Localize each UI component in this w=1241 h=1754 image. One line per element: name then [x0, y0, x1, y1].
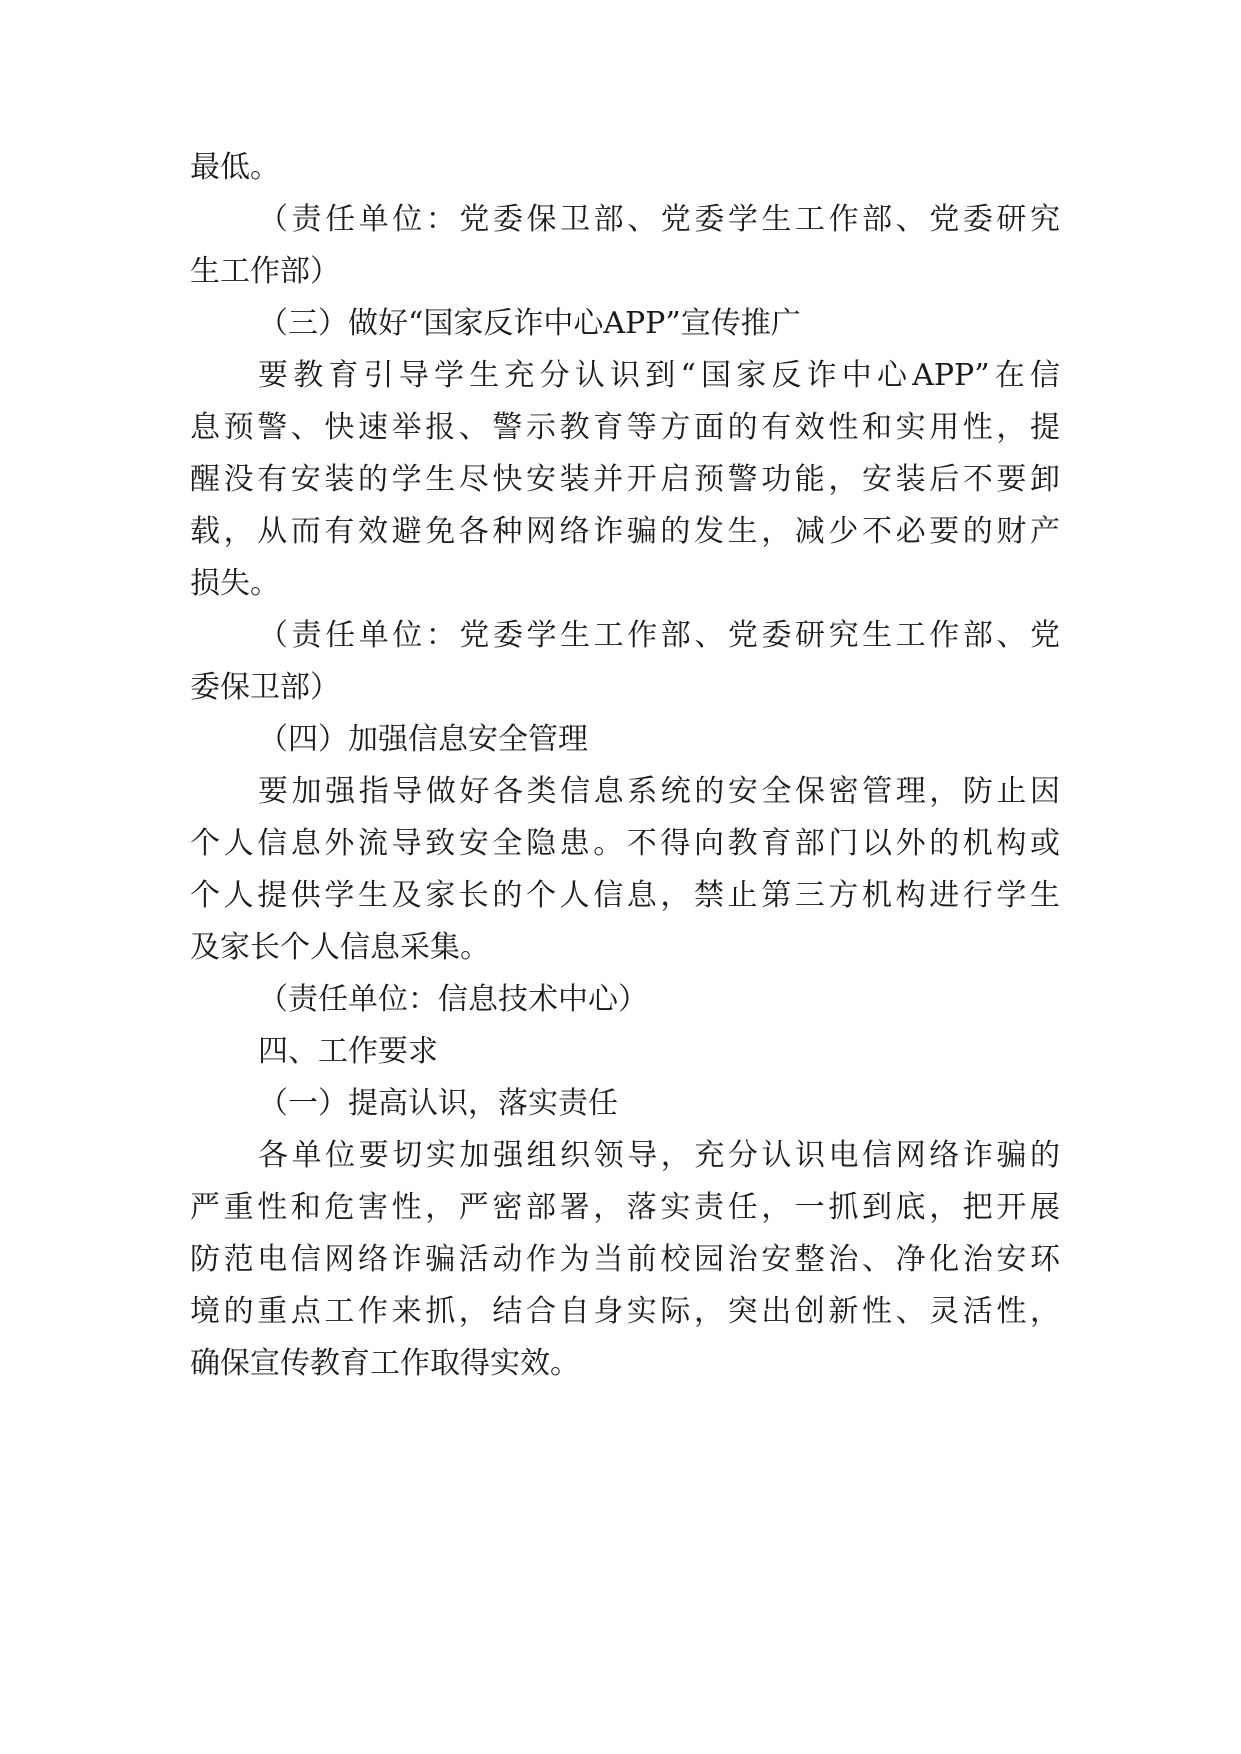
section-heading: （三）做好“国家反诈中心APP”宣传推广	[258, 306, 801, 341]
text-line: 要教育引导学生充分认识到“国家反诈中心APP”在信	[258, 358, 1060, 393]
text-line: （责任单位：信息技术中心）	[258, 982, 648, 1017]
text-line: 最低。	[190, 150, 280, 185]
text-line: 个人信息外流导致安全隐患。不得向教育部门以外的机构或	[190, 826, 1060, 861]
text-line: 及家长个人信息采集。	[190, 930, 490, 965]
text-line: （责任单位：党委学生工作部、党委研究生工作部、党	[258, 618, 1060, 653]
section-heading: 四、工作要求	[258, 1034, 438, 1069]
text-line: 境的重点工作来抓，结合自身实际，突出创新性、灵活性，	[190, 1294, 1060, 1329]
text-line: 各单位要切实加强组织领导，充分认识电信网络诈骗的	[258, 1138, 1060, 1173]
text-line: 严重性和危害性，严密部署，落实责任，一抓到底，把开展	[190, 1190, 1060, 1225]
text-line: 确保宣传教育工作取得实效。	[190, 1346, 580, 1381]
text-line: 息预警、快速举报、警示教育等方面的有效性和实用性，提	[190, 410, 1060, 445]
text-line: 醒没有安装的学生尽快安装并开启预警功能，安装后不要卸	[190, 462, 1060, 497]
section-heading: （四）加强信息安全管理	[258, 722, 588, 757]
text-line: 损失。	[190, 566, 280, 601]
text-line: 委保卫部）	[190, 670, 340, 705]
text-line: 载，从而有效避免各种网络诈骗的发生，减少不必要的财产	[190, 514, 1060, 549]
text-line: 个人提供学生及家长的个人信息，禁止第三方机构进行学生	[190, 878, 1060, 913]
section-heading: （一）提高认识，落实责任	[258, 1086, 618, 1121]
text-line: 防范电信网络诈骗活动作为当前校园治安整治、净化治安环	[190, 1242, 1060, 1277]
text-line: （责任单位：党委保卫部、党委学生工作部、党委研究	[258, 202, 1060, 237]
text-line: 生工作部）	[190, 254, 340, 289]
text-line: 要加强指导做好各类信息系统的安全保密管理，防止因	[258, 774, 1060, 809]
